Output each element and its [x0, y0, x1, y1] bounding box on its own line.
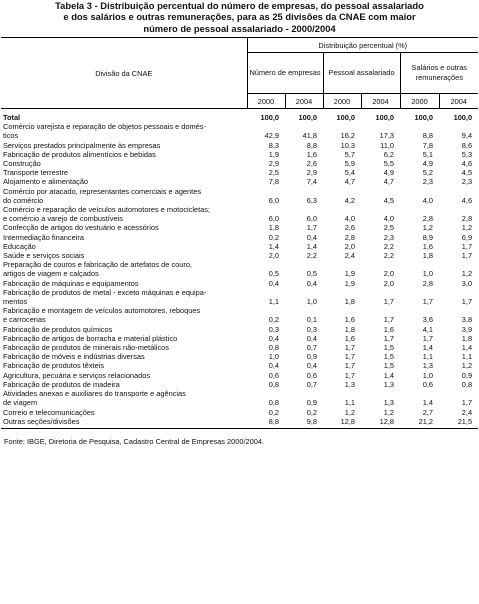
value-cell: 1,7 — [344, 352, 355, 362]
value-cell: 5,2 — [422, 168, 433, 178]
division-name: Transporte terrestre — [3, 168, 69, 178]
value-cell: 11,0 — [380, 140, 394, 150]
value-cell: 100,0 — [336, 113, 355, 122]
value-cell: 1,6 — [306, 149, 317, 159]
value-cell: 1,1 — [344, 398, 355, 408]
value-cell: 5,4 — [344, 168, 355, 178]
value-cell: 1,4 — [461, 343, 473, 353]
value-cell: 5,5 — [383, 159, 394, 169]
value-cell: 1,0 — [422, 269, 433, 279]
value-cell: 4,0 — [344, 214, 355, 224]
year-header: 2000 — [323, 94, 361, 109]
value-cell: 9,4 — [461, 131, 473, 141]
group-header-salarios: Salários e outras remunerações — [400, 53, 478, 94]
year-header: 2004 — [361, 94, 400, 109]
value-cell: 0,9 — [306, 398, 317, 408]
division-name: Preparação de couros e fabricação de artefatos de couro, artigos de viagem e calçados — [3, 260, 192, 279]
value-cell: 8,3 — [268, 140, 279, 150]
value-cell: 0,5 — [306, 269, 317, 279]
value-cell: 2,6 — [306, 159, 317, 169]
value-cell: 1,7 — [344, 361, 355, 371]
division-name: Comércio por atacado, representantes comerciais e agentes do comércio — [3, 186, 202, 205]
value-cell: 1,7 — [461, 241, 473, 251]
value-cell: 1,7 — [383, 297, 394, 307]
value-cell: 12,8 — [323, 417, 361, 429]
value-cell: 0,8 — [268, 379, 279, 389]
division-name: Serviços prestados principalmente às empresas — [3, 140, 161, 150]
division-name: Total — [3, 113, 21, 122]
value-cell: 1,7 — [344, 343, 355, 353]
division-name: Atividades anexas e auxiliares do transporte e agências de viagem — [3, 389, 186, 408]
table-row — [1, 159, 478, 168]
value-cell: 1,2 — [461, 361, 473, 371]
value-cell: 0,2 — [268, 232, 279, 242]
value-cell: 100,0 — [298, 113, 317, 122]
value-cell: 0,2 — [306, 407, 317, 417]
value-cell: 4,6 — [461, 159, 473, 169]
table-row — [1, 352, 478, 361]
table-row — [1, 334, 478, 343]
source-note: Fonte: IBGE, Diretoria de Pesquisa, Cadastro Central de Empresas 2000/2004. — [4, 436, 265, 446]
value-cell: 6,9 — [461, 232, 473, 242]
value-cell: 1,4 — [422, 343, 433, 353]
value-cell: 6,0 — [268, 214, 279, 224]
value-cell: 1,3 — [383, 398, 394, 408]
value-cell: 1,1 — [268, 297, 279, 307]
division-name: Fabricação e montagem de veículos automotores, reboques e carrocerias — [3, 306, 201, 325]
value-cell: 9,8 — [285, 417, 323, 429]
value-cell: 4,9 — [383, 168, 394, 178]
value-cell: 3,0 — [461, 278, 473, 288]
table-row — [1, 242, 478, 251]
value-cell: 1,6 — [383, 324, 394, 334]
value-cell: 3,6 — [422, 315, 433, 325]
value-cell: 1,3 — [422, 361, 433, 371]
division-name: Construção — [3, 159, 41, 169]
value-cell: 2,8 — [422, 278, 433, 288]
value-cell: 1,3 — [383, 379, 394, 389]
table-row — [1, 205, 478, 223]
year-header: 2004 — [439, 94, 478, 109]
value-cell: 3,8 — [461, 315, 473, 325]
value-cell: 2,8 — [422, 214, 433, 224]
division-name: Fabricação de produtos de metal - exceto máquinas e equipa- mentos — [3, 287, 207, 307]
total-row — [1, 109, 478, 123]
value-cell: 1,7 — [383, 315, 394, 325]
table-row — [1, 223, 478, 232]
value-cell: 1,5 — [383, 343, 394, 353]
table-title: Tabela 3 - Distribuição percentual do número de empresas, do pessoal assalariado e dos salários e outras remunerações, para as 25 divisões da CNAE com maior número de pessoal assalariado - 2000/2004 — [55, 0, 424, 34]
value-cell: 1,4 — [268, 241, 279, 251]
table-row — [1, 371, 478, 380]
value-cell: 1,6 — [344, 315, 355, 325]
value-cell: 100,0 — [260, 113, 279, 122]
value-cell: 1,2 — [344, 407, 355, 417]
table-row — [1, 288, 478, 306]
value-cell: 2,3 — [383, 232, 394, 242]
value-cell: 4,0 — [422, 195, 433, 205]
year-header: 2000 — [247, 94, 285, 109]
value-cell: 0,4 — [268, 278, 279, 288]
value-cell: 4,9 — [422, 159, 433, 169]
value-cell: 41,8 — [302, 131, 317, 141]
table-row — [1, 306, 478, 324]
division-name: Fabricação de produtos de minerais não-metálicos — [3, 343, 169, 353]
value-cell: 0,3 — [268, 324, 279, 334]
value-cell: 1,7 — [306, 223, 317, 233]
value-cell: 100,0 — [414, 113, 433, 122]
value-cell: 0,4 — [306, 333, 317, 343]
value-cell: 1,7 — [383, 333, 394, 343]
value-cell: 0,6 — [306, 370, 317, 380]
value-cell: 2,8 — [344, 232, 355, 242]
value-cell: 2,8 — [461, 214, 473, 224]
division-column-header: Divisão da CNAE — [1, 38, 247, 109]
division-name: Fabricação de produtos alimentícios e bebidas — [3, 149, 156, 159]
value-cell: 0,6 — [422, 379, 433, 389]
value-cell: 5,1 — [422, 149, 433, 159]
value-cell: 1,7 — [422, 333, 433, 343]
division-name: Comércio e reparação de veículos automotores e motocicletas; e comércio a varejo de combustíveis — [3, 205, 211, 224]
value-cell: 8,8 — [306, 140, 317, 150]
division-name: Fabricação de máquinas e equipamentos — [3, 278, 139, 288]
value-cell: 16,2 — [340, 131, 355, 141]
value-cell: 1,8 — [422, 251, 433, 261]
value-cell: 4,1 — [422, 324, 433, 334]
value-cell: 2,2 — [383, 251, 394, 261]
value-cell: 1,9 — [344, 278, 355, 288]
value-cell: 1,9 — [268, 149, 279, 159]
value-cell: 0,9 — [461, 370, 473, 380]
value-cell: 0,8 — [461, 379, 473, 389]
table-row — [1, 251, 478, 260]
value-cell: 6,0 — [306, 214, 317, 224]
value-cell: 2,0 — [383, 269, 394, 279]
table-row — [1, 233, 478, 242]
value-cell: 1,1 — [461, 352, 473, 362]
value-cell: 1,2 — [461, 223, 473, 233]
distribution-table — [1, 37, 478, 429]
value-cell: 4,7 — [344, 177, 355, 187]
value-cell: 0,8 — [268, 343, 279, 353]
value-cell: 100,0 — [375, 113, 394, 122]
division-name: Confecção de artigos do vestuário e acessórios — [3, 223, 159, 233]
table-row — [1, 122, 478, 140]
value-cell: 1,7 — [422, 297, 433, 307]
value-cell: 4,0 — [383, 214, 394, 224]
value-cell: 2,6 — [344, 223, 355, 233]
value-cell: 1,5 — [383, 361, 394, 371]
value-cell: 0,1 — [306, 315, 317, 325]
group-header-empresas: Número de empresas — [247, 53, 323, 94]
value-cell: 17,3 — [379, 131, 394, 141]
division-name: Fabricação de produtos de madeira — [3, 379, 120, 389]
value-cell: 1,3 — [344, 379, 355, 389]
table-row — [1, 389, 478, 407]
table-row — [1, 141, 478, 150]
table-body — [1, 109, 478, 429]
value-cell: 1,0 — [268, 352, 279, 362]
value-cell: 2,5 — [383, 223, 394, 233]
table-row — [1, 380, 478, 389]
table-row — [1, 187, 478, 205]
value-cell: 0,3 — [306, 324, 317, 334]
value-cell: 1,2 — [383, 407, 394, 417]
division-name: Comércio varejista e reparação de objetos pessoais e domés- ticos — [3, 122, 206, 141]
value-cell: 2,9 — [306, 168, 317, 178]
value-cell: 7,8 — [422, 140, 433, 150]
value-cell: 8,8 — [422, 131, 433, 141]
value-cell: 42,9 — [264, 131, 279, 141]
value-cell: 0,6 — [268, 370, 279, 380]
value-cell: 1,7 — [461, 251, 473, 261]
table-row — [1, 361, 478, 370]
value-cell: 0,9 — [306, 352, 317, 362]
value-cell: 1,2 — [461, 269, 473, 279]
value-cell: 1,2 — [422, 223, 433, 233]
value-cell: 1,7 — [344, 370, 355, 380]
value-cell: 2,4 — [344, 251, 355, 261]
year-header: 2000 — [400, 94, 439, 109]
division-name: Fabricação de produtos químicos — [3, 324, 113, 334]
value-cell: 0,7 — [306, 379, 317, 389]
value-cell: 0,5 — [268, 269, 279, 279]
value-cell: 1,7 — [461, 398, 473, 408]
value-cell: 1,0 — [422, 370, 433, 380]
table-row — [1, 260, 478, 278]
value-cell: 8,9 — [422, 232, 433, 242]
value-cell: 7,4 — [306, 177, 317, 187]
value-cell: 8,6 — [461, 140, 473, 150]
value-cell: 6,3 — [306, 195, 317, 205]
distribution-header: Distribuição percentual (%) — [247, 38, 478, 53]
value-cell: 1,5 — [383, 352, 394, 362]
value-cell: 0,4 — [268, 361, 279, 371]
value-cell: 4,5 — [383, 195, 394, 205]
table-header — [1, 38, 478, 109]
value-cell: 10,3 — [340, 140, 355, 150]
value-cell: 0,2 — [268, 315, 279, 325]
value-cell: 1,4 — [422, 398, 433, 408]
table-row — [1, 177, 478, 186]
group-header-pessoal: Pessoal assalariado — [323, 53, 400, 94]
value-cell: 6,2 — [383, 149, 394, 159]
division-name: Saúde e serviços sociais — [3, 251, 85, 261]
value-cell: 2,3 — [461, 177, 473, 187]
value-cell: 2,3 — [422, 177, 433, 187]
value-cell: 5,3 — [461, 149, 473, 159]
table-row — [1, 279, 478, 288]
value-cell: 1,8 — [344, 297, 355, 307]
year-header: 2004 — [285, 94, 323, 109]
value-cell: 1,8 — [268, 223, 279, 233]
value-cell: 4,5 — [461, 168, 473, 178]
table-row — [1, 408, 478, 417]
value-cell: 21,2 — [400, 417, 439, 429]
division-name: Fabricação de produtos têxteis — [3, 361, 105, 371]
value-cell: 2,0 — [383, 278, 394, 288]
value-cell: 1,8 — [344, 324, 355, 334]
value-cell: 0,2 — [268, 407, 279, 417]
value-cell: 2,2 — [306, 251, 317, 261]
value-cell: 5,9 — [344, 159, 355, 169]
table-row — [1, 150, 478, 159]
division-name: Fabricação de móveis e indústrias diversas — [3, 352, 145, 362]
value-cell: 8,8 — [247, 417, 285, 429]
value-cell: 0,4 — [306, 361, 317, 371]
division-name: Correio e telecomunicações — [3, 407, 95, 417]
value-cell: 0,8 — [268, 398, 279, 408]
value-cell: 5,7 — [344, 149, 355, 159]
value-cell: 12,8 — [361, 417, 400, 429]
value-cell: 4,7 — [383, 177, 394, 187]
value-cell: 3,9 — [461, 324, 473, 334]
value-cell: 1,0 — [306, 297, 317, 307]
division-name: Intermediação financeira — [3, 232, 84, 242]
value-cell: 1,9 — [344, 269, 355, 279]
value-cell: 1,4 — [383, 370, 394, 380]
value-cell: 6,0 — [268, 195, 279, 205]
value-cell: 2,0 — [344, 241, 355, 251]
value-cell: 1,7 — [461, 297, 473, 307]
value-cell: 1,4 — [306, 241, 317, 251]
value-cell: 0,4 — [268, 333, 279, 343]
value-cell: 4,6 — [461, 195, 473, 205]
value-cell: 2,5 — [268, 168, 279, 178]
value-cell: 1,6 — [344, 333, 355, 343]
table-row — [1, 325, 478, 334]
division-name: Fabricação de artigos de borracha e material plástico — [3, 333, 178, 343]
value-cell: 0,7 — [306, 343, 317, 353]
value-cell: 0,4 — [306, 278, 317, 288]
value-cell: 21,5 — [439, 417, 478, 429]
value-cell: 1,1 — [422, 352, 433, 362]
value-cell: 1,6 — [422, 241, 433, 251]
value-cell: 2,2 — [383, 241, 394, 251]
value-cell: 0,4 — [306, 232, 317, 242]
value-cell: 2,0 — [268, 251, 279, 261]
table-row — [1, 168, 478, 177]
division-name: Agricultura, pecuária e serviços relacionados — [3, 370, 151, 380]
value-cell: 7,8 — [268, 177, 279, 187]
division-name: Educação — [3, 241, 36, 251]
value-cell: 1,8 — [461, 333, 473, 343]
division-name: Outras seções/divisões — [1, 417, 247, 429]
value-cell: 4,2 — [344, 195, 355, 205]
table-row — [1, 417, 478, 429]
value-cell: 2,4 — [461, 407, 473, 417]
division-name: Alojamento e alimentação — [3, 177, 89, 187]
value-cell: 100,0 — [453, 113, 473, 122]
value-cell: 2,9 — [268, 159, 279, 169]
value-cell: 2,7 — [422, 407, 433, 417]
table-row — [1, 343, 478, 352]
